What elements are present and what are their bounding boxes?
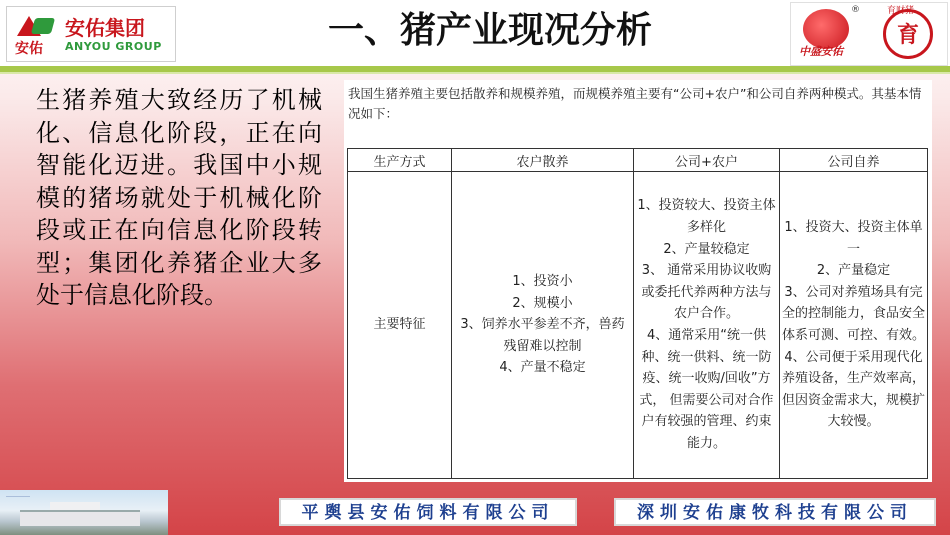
company-banner-pingyu: 平舆县安佑饲料有限公司 bbox=[279, 498, 577, 526]
table-row bbox=[348, 172, 928, 479]
zhongsheng-logo-text: 中盛安佑 bbox=[799, 45, 843, 58]
cell-company-self: 1、投资大、投资主体单一 2、产量稳定 3、公司对养殖场具有完全的控制能力，食品安全体系可测、可控、有效。 4、公司便于采用现代化养殖设备，生产效率高，但因资金需求大，规模扩大较慢。 bbox=[780, 172, 928, 479]
header-company-farmer: 公司+农户 bbox=[634, 149, 780, 172]
company-banner-shenzhen: 深圳安佑康牧科技有限公司 bbox=[614, 498, 936, 526]
registered-mark: ® bbox=[851, 5, 860, 15]
intro-text: 我国生猪养殖主要包括散养和规模养殖，而规模养殖主要有“公司+农户”和公司自养两种模式。其基本情况如下： bbox=[348, 86, 922, 121]
factory-photo bbox=[0, 490, 168, 535]
anyou-logo-icon bbox=[15, 12, 59, 56]
anyou-group-logo bbox=[6, 6, 176, 62]
header-divider-light bbox=[0, 72, 950, 74]
table-header-row bbox=[348, 149, 928, 172]
header bbox=[0, 0, 950, 66]
summary-paragraph: 生猪养殖大致经历了机械化、信息化阶段，正在向智能化迈进。我国中小规模的猪场就处于机械化阶段或正在向信息化阶段转型；集团化养猪企业大多处于信息化阶段。 bbox=[36, 86, 322, 309]
logo-mark-text: 安佑 bbox=[15, 41, 43, 57]
slide-title: 一、猪产业现况分析 bbox=[327, 10, 652, 51]
header-company-self: 公司自养 bbox=[780, 149, 928, 172]
photo-caption: ………… bbox=[6, 492, 30, 499]
seal-top-text: 育财猪 bbox=[887, 6, 915, 16]
header-household: 农户散养 bbox=[452, 149, 634, 172]
comparison-panel bbox=[344, 80, 932, 482]
seal-logo-icon: 育 bbox=[883, 9, 933, 59]
comparison-table bbox=[347, 148, 928, 479]
partner-logos bbox=[790, 2, 948, 66]
logo-chinese-name: 安佑集团 bbox=[65, 15, 145, 40]
row-label: 主要特征 bbox=[348, 172, 452, 479]
cell-company-farmer: 1、投资较大、投资主体多样化 2、产量较稳定 3、 通常采用协议收购或委托代养两种方法与农户合作。 4、通常采用“统一供种、统一供料、统一防疫、统一收购/回收”方式， 但需要公司对合作户有较强的管理、约束能力。 bbox=[634, 172, 780, 479]
cell-household: 1、投资小 2、规模小 3、饲养水平参差不齐，兽药残留难以控制 4、产量不稳定 bbox=[452, 172, 634, 479]
logo-english-name: ANYOU GROUP bbox=[65, 39, 162, 53]
header-production-mode: 生产方式 bbox=[348, 149, 452, 172]
